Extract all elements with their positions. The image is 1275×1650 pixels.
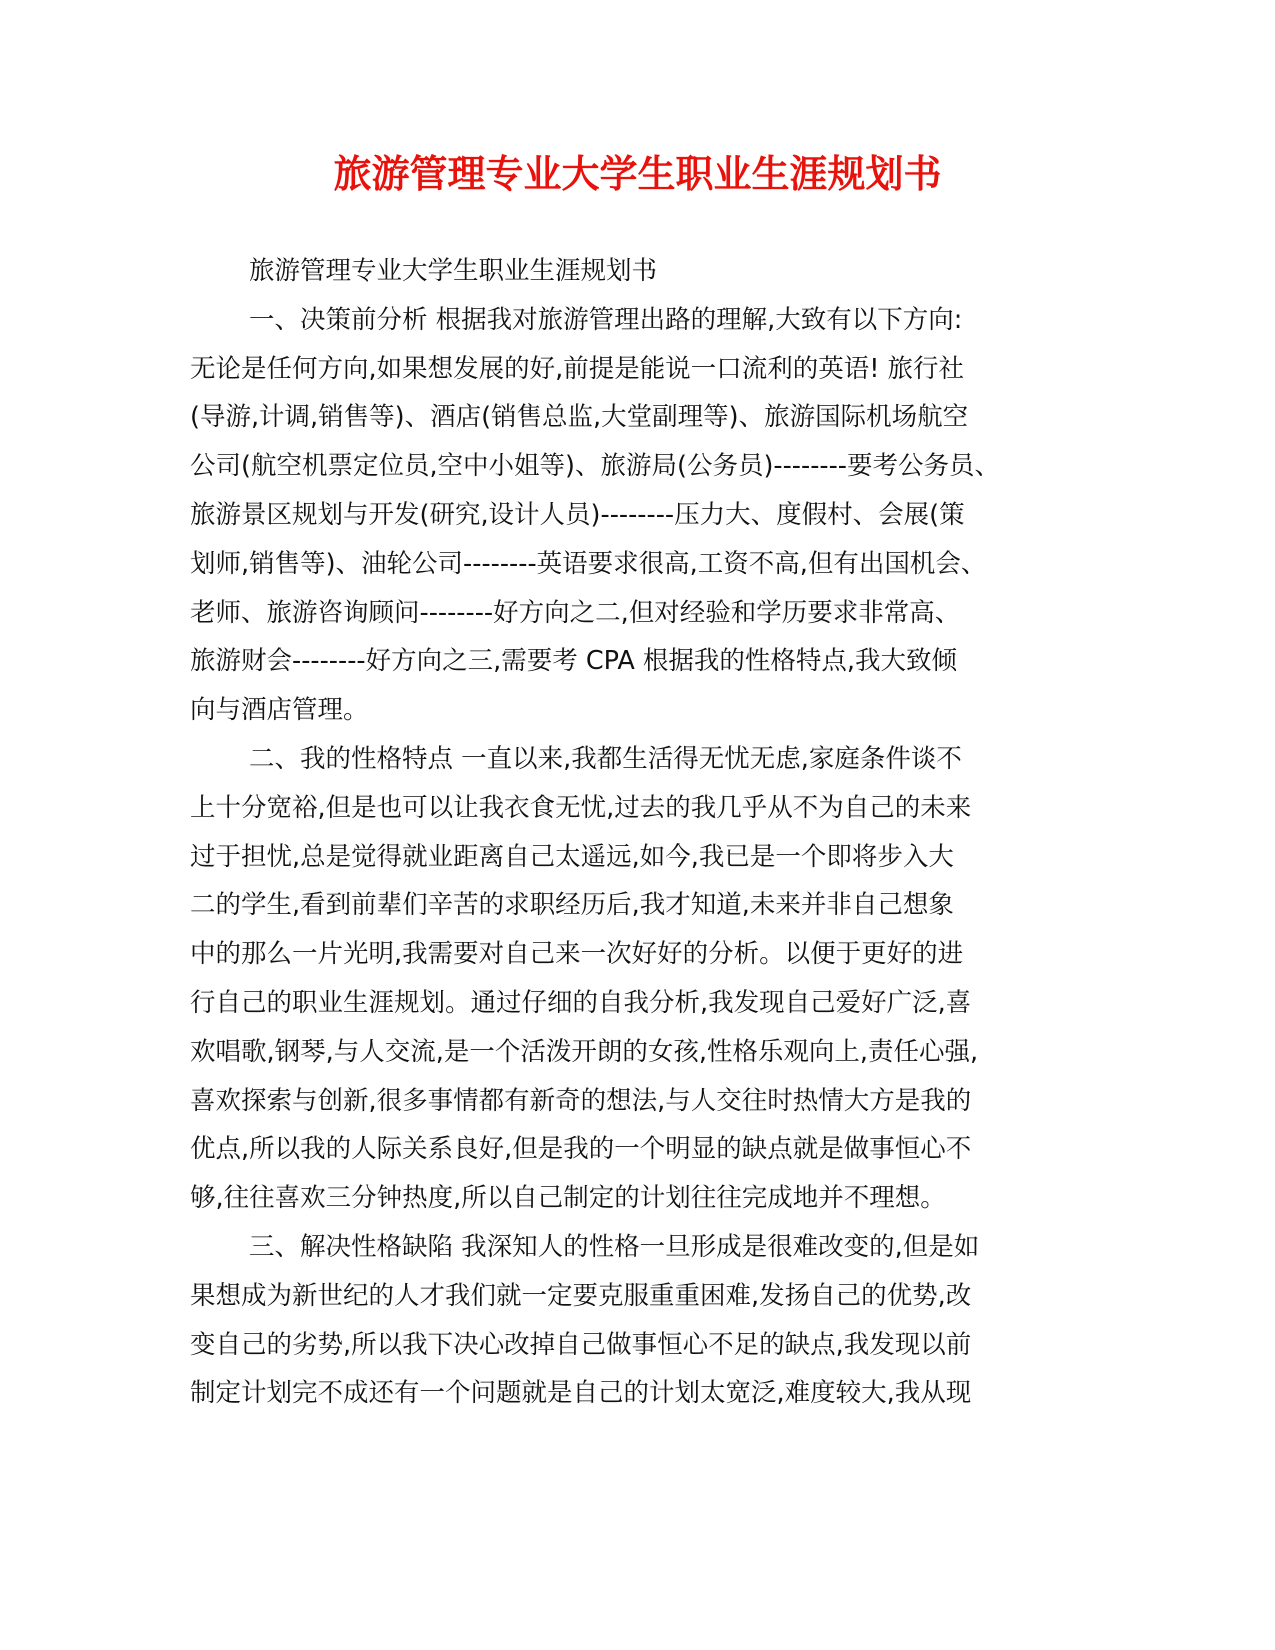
text-line: 果想成为新世纪的人才我们就一定要克服重重困难,发扬自己的优势,改 — [190, 1280, 972, 1311]
text-line: 公司(航空机票定位员,空中小姐等)、旅游局(公务员)--------要考公务员、 — [190, 451, 1001, 482]
text-line: 三、解决性格缺陷 我深知人的性格一旦形成是很难改变的,但是如 — [249, 1231, 980, 1262]
text-line: 划师,销售等)、油轮公司--------英语要求很高,工资不高,但有出国机会、 — [190, 548, 987, 579]
text-line: 无论是任何方向,如果想发展的好,前提是能说一口流利的英语! 旅行社 — [190, 353, 965, 384]
text-line: 制定计划完不成还有一个问题就是自己的计划太宽泛,难度较大,我从现 — [190, 1378, 972, 1409]
text-line: 过于担忧,总是觉得就业距离自己太遥远,如今,我已是一个即将步入大 — [190, 841, 954, 872]
document-body — [190, 247, 1090, 1418]
text-line: 变自己的劣势,所以我下决心改掉自己做事恒心不足的缺点,我发现以前 — [190, 1329, 972, 1360]
text-line: 老师、旅游咨询顾问--------好方向之二,但对经验和学历要求非常高、 — [190, 597, 961, 628]
text-line: (导游,计调,销售等)、酒店(销售总监,大堂副理等)、旅游国际机场航空 — [190, 402, 969, 433]
text-line: 喜欢探索与创新,很多事情都有新奇的想法,与人交往时热情大方是我的 — [190, 1085, 972, 1116]
document-title: 旅游管理专业大学生职业生涯规划书 — [333, 152, 942, 196]
text-line: 旅游管理专业大学生职业生涯规划书 — [249, 256, 658, 286]
text-line: 一、决策前分析 根据我对旅游管理出路的理解,大致有以下方向: — [249, 304, 963, 335]
text-line: 行自己的职业生涯规划。通过仔细的自我分析,我发现自己爱好广泛,喜 — [190, 987, 972, 1018]
text-line: 旅游财会--------好方向之三,需要考 CPA 根据我的性格特点,我大致倾 — [190, 646, 958, 677]
text-line: 旅游景区规划与开发(研究,设计人员)--------压力大、度假村、会展(策 — [190, 499, 965, 530]
text-line: 优点,所以我的人际关系良好,但是我的一个明显的缺点就是做事恒心不 — [190, 1134, 972, 1165]
text-line: 够,往往喜欢三分钟热度,所以自己制定的计划往往完成地并不理想。 — [190, 1183, 946, 1214]
text-line: 欢唱歌,钢琴,与人交流,是一个活泼开朗的女孩,性格乐观向上,责任心强, — [190, 1036, 979, 1067]
text-line: 向与酒店管理。 — [190, 695, 369, 726]
text-line: 二、我的性格特点 一直以来,我都生活得无忧无虑,家庭条件谈不 — [249, 743, 962, 774]
text-line: 二的学生,看到前辈们辛苦的求职经历后,我才知道,未来并非自己想象 — [190, 890, 954, 921]
text-line: 中的那么一片光明,我需要对自己来一次好好的分析。以便于更好的进 — [190, 939, 964, 970]
text-line: 上十分宽裕,但是也可以让我衣食无忧,过去的我几乎从不为自己的未来 — [190, 792, 972, 823]
